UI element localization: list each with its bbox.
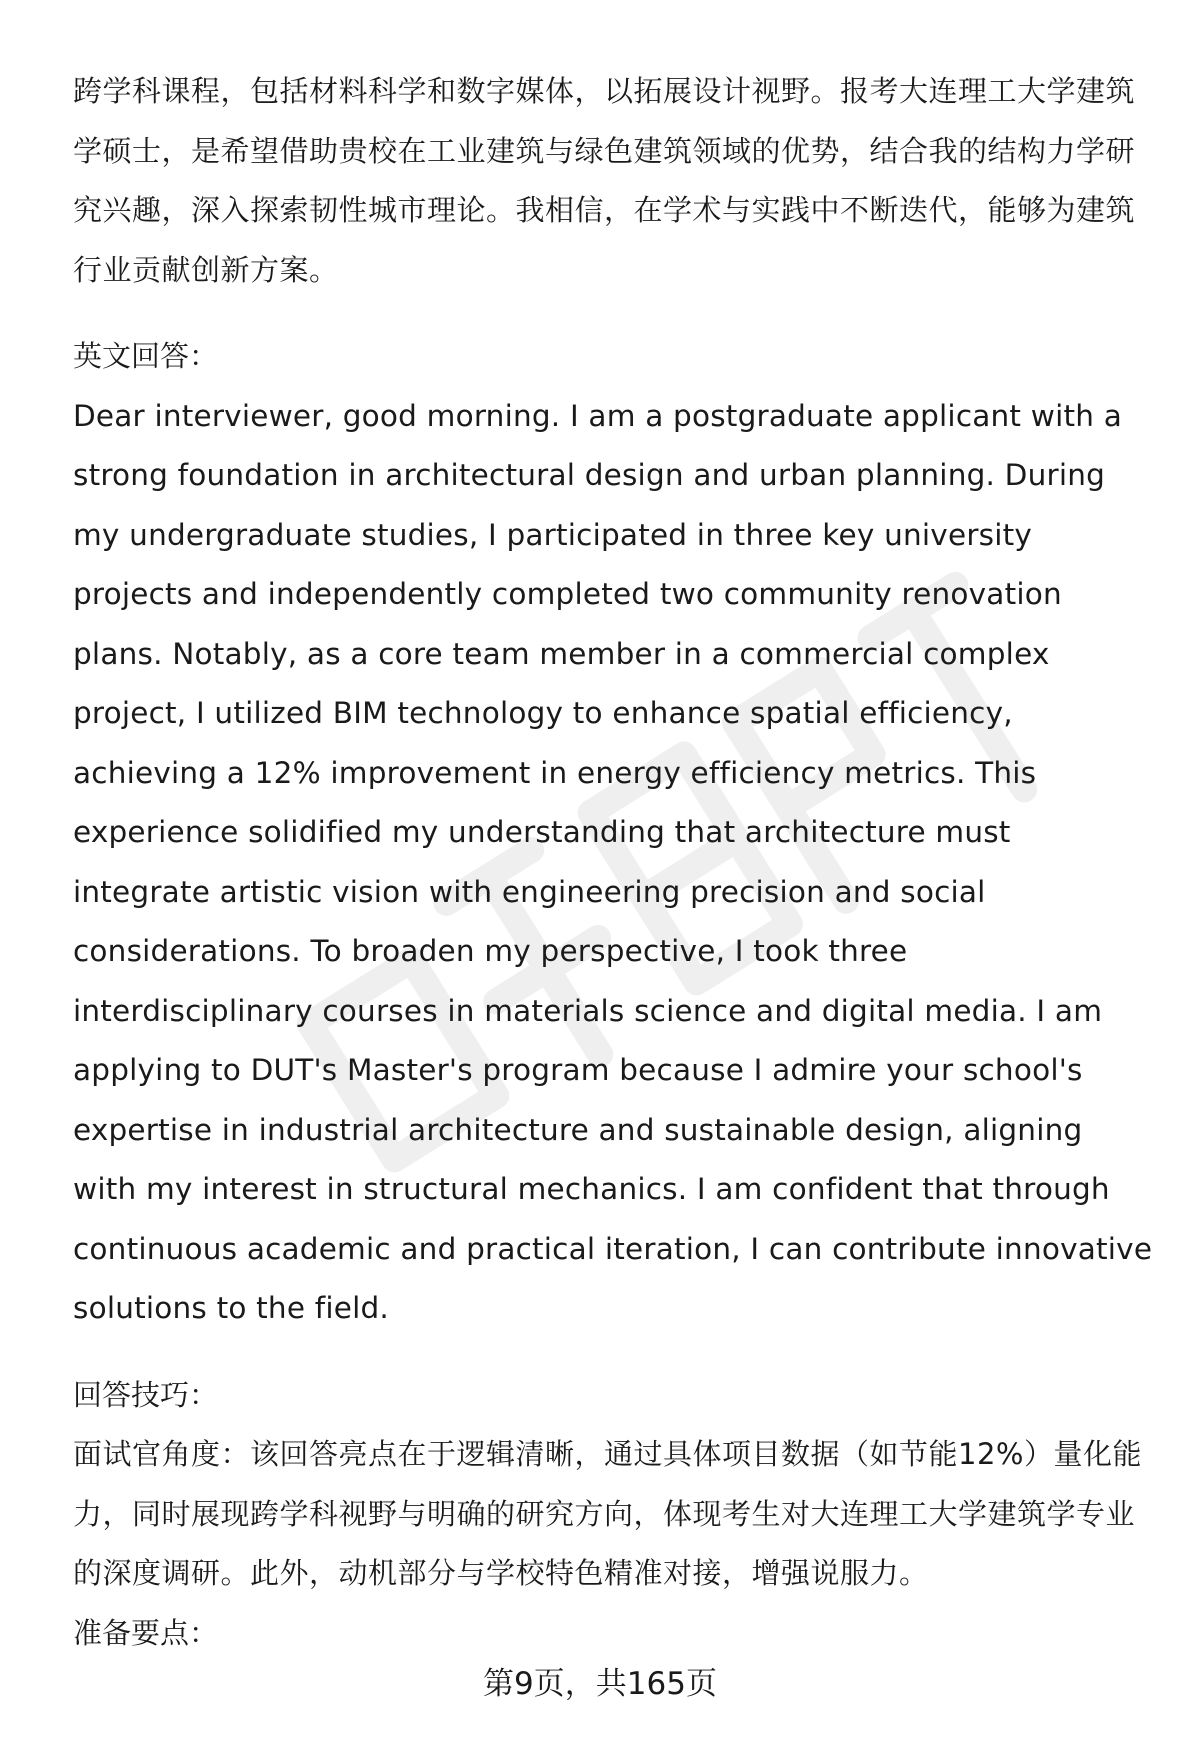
page-number-footer: 第9页，共165页 bbox=[483, 1666, 717, 1702]
spacer bbox=[73, 1339, 1153, 1366]
intro-continuation-paragraph: 跨学科课程，包括材料科学和数字媒体，以拓展设计视野。报考大连理工大学建筑学硕士，是希望借助贵校在工业建筑与绿色建筑领域的优势，结合我的结构力学研究兴趣，深入探索韧性城市理论。我相信，在学术与实践中不断迭代，能够为建筑行业贡献创新方案。 bbox=[73, 74, 1136, 287]
document-body bbox=[73, 62, 1153, 1663]
interviewer-view-paragraph: 面试官角度：该回答亮点在于逻辑清晰，通过具体项目数据（如节能12%）量化能力，同时展现跨学科视野与明确的研究方向，体现考生对大连理工大学建筑学专业的深度调研。此外，动机部分与学校特色精准对接，增强说服力。 bbox=[73, 1437, 1142, 1590]
english-answer-paragraph: Dear interviewer, good morning. I am a postgraduate applicant with a strong foundation in architectural design and urban planning. During my undergraduate studies, I participated in three key university projects and independently completed two community renovation plans. Notably, as a core team member in a commercial complex project, I utilized BIM technology to enhance spatial efficiency, achieving a 12% improvement in energy efficiency metrics. This experience solidified my understanding that architecture must integrate artistic vision with engineering precision and social considerations. To broaden my perspective, I took three interdisciplinary courses in materials science and digital media. I am applying to DUT's Master's program because I admire your school's expertise in industrial architecture and sustainable design, aligning with my interest in structural mechanics. I am confident that through continuous academic and practical iteration, I can contribute innovative solutions to the field. bbox=[73, 398, 1153, 1325]
english-answer-heading: 英文回答： bbox=[73, 339, 219, 373]
answer-tips-heading: 回答技巧： bbox=[73, 1377, 219, 1412]
spacer bbox=[73, 300, 1153, 327]
preparation-points-heading: 准备要点： bbox=[73, 1615, 219, 1650]
